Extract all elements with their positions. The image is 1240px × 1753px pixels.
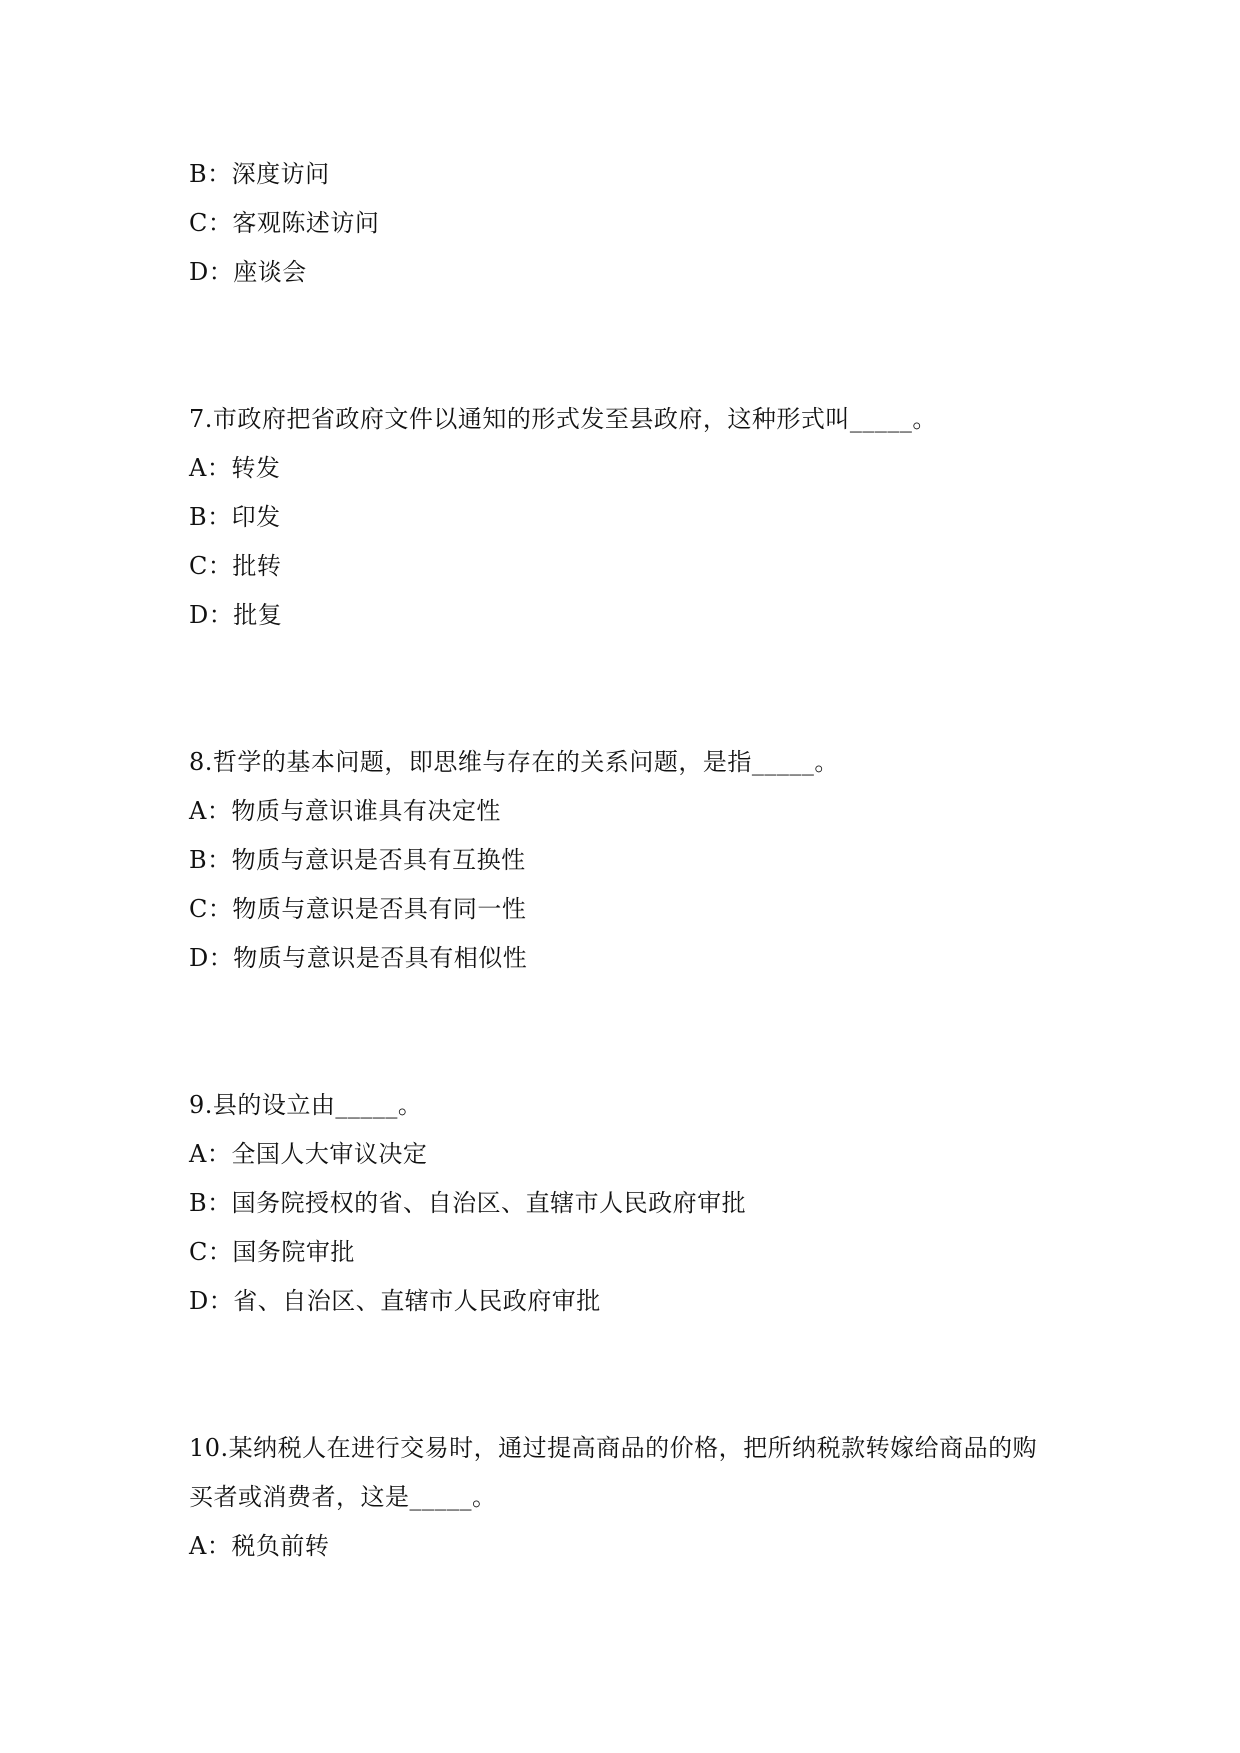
q7-option-d: D：批复 [189,601,283,629]
q6-option-d: D：座谈会 [189,258,307,286]
q9-option-d: D：省、自治区、直辖市人民政府审批 [189,1287,601,1315]
q8-option-c: C：物质与意识是否具有同一性 [189,895,527,923]
q6-option-c: C：客观陈述访问 [189,209,380,237]
q10-option-a: A：税负前转 [189,1532,330,1560]
q6-option-b: B：深度访问 [189,160,330,188]
q10-stem-line1: 10.某纳税人在进行交易时，通过提高商品的价格，把所纳税款转嫁给商品的购 [189,1434,1038,1462]
q7-option-a: A：转发 [189,454,281,482]
q8-stem: 8.哲学的基本问题，即思维与存在的关系问题，是指_____。 [189,748,839,776]
q10-stem-line2: 买者或消费者，这是_____。 [189,1483,497,1511]
q8-option-a: A：物质与意识谁具有决定性 [189,797,501,825]
q9-option-b: B：国务院授权的省、自治区、直辖市人民政府审批 [189,1189,747,1217]
q8-option-d: D：物质与意识是否具有相似性 [189,944,528,972]
q7-option-c: C：批转 [189,552,282,580]
q9-option-c: C：国务院审批 [189,1238,355,1266]
q8-option-b: B：物质与意识是否具有互换性 [189,846,526,874]
q9-option-a: A：全国人大审议决定 [189,1140,428,1168]
q7-option-b: B：印发 [189,503,281,531]
q7-stem: 7.市政府把省政府文件以通知的形式发至县政府，这种形式叫_____。 [189,405,937,433]
q9-stem: 9.县的设立由_____。 [189,1091,423,1119]
